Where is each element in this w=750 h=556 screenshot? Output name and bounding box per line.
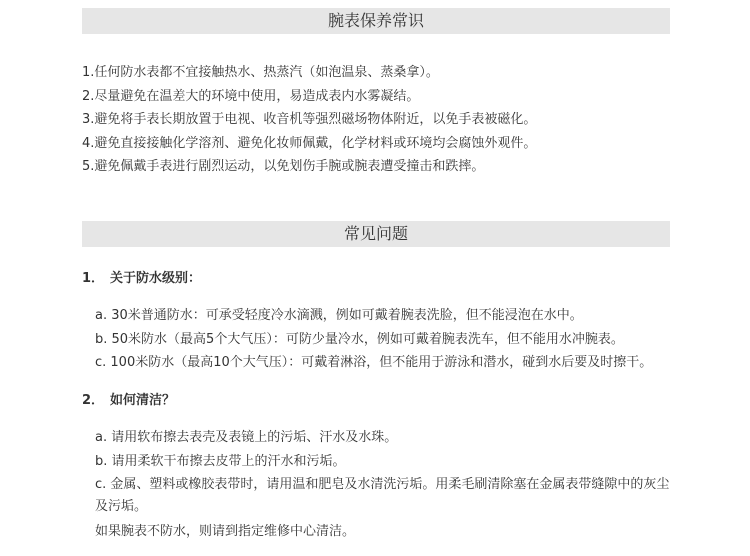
care-item-3: 3.避免将手表长期放置于电视、收音机等强烈磁场物体附近，以免手表被磁化。: [82, 112, 537, 127]
care-section-header: [82, 8, 670, 34]
faq-question-2-number: 2．: [82, 393, 105, 408]
faq-question-1-number: 1．: [82, 271, 105, 286]
faq-question-1: [82, 271, 201, 287]
care-item-1: 1.任何防水表都不宜接触热水、热蒸汽（如泡温泉、蒸桑拿）。: [82, 65, 439, 80]
faq-answer-2-note: 如果腕表不防水，则请到指定维修中心清洁。: [95, 524, 356, 539]
faq-question-1-title: 关于防水级别：: [110, 271, 202, 286]
faq-answer-1b: b. 50米防水（最高5个大气压）：可防少量冷水，例如可戴着腕表洗车，但不能用水冲腕表。: [95, 332, 624, 347]
faq-answer-1a: a. 30米普通防水：可承受轻度冷水滴溅，例如可戴着腕表洗脸，但不能浸泡在水中。: [95, 308, 583, 323]
faq-answer-2a: a. 请用软布擦去表壳及表镜上的污垢、汗水及水珠。: [95, 430, 398, 445]
faq-question-2: [82, 393, 175, 409]
care-item-5: 5.避免佩戴手表进行剧烈运动，以免划伤手腕或腕表遭受撞击和跌摔。: [82, 159, 485, 174]
faq-question-2-title: 如何清洁？: [110, 393, 176, 408]
faq-answer-2b: b. 请用柔软干布擦去皮带上的汗水和污垢。: [95, 454, 346, 469]
care-item-2: 2.尽量避免在温差大的环境中使用，易造成表内水雾凝结。: [82, 89, 420, 104]
care-item-4: 4.避免直接接触化学溶剂、避免化妆师佩戴，化学材料或环境均会腐蚀外观件。: [82, 136, 537, 151]
care-section-title: 腕表保养常识: [327, 11, 424, 30]
faq-answer-2c: c. 金属、塑料或橡胶表带时，请用温和肥皂及水清洗污垢。用柔毛刷清除塞在金属表带缝隙中的灰尘及污垢。: [95, 477, 670, 514]
faq-answer-1c: c. 100米防水（最高10个大气压）：可戴着淋浴，但不能用于游泳和潜水，碰到水后要及时擦干。: [95, 355, 653, 370]
faq-section-title: 常见问题: [343, 224, 408, 243]
faq-section-header: [82, 221, 670, 247]
